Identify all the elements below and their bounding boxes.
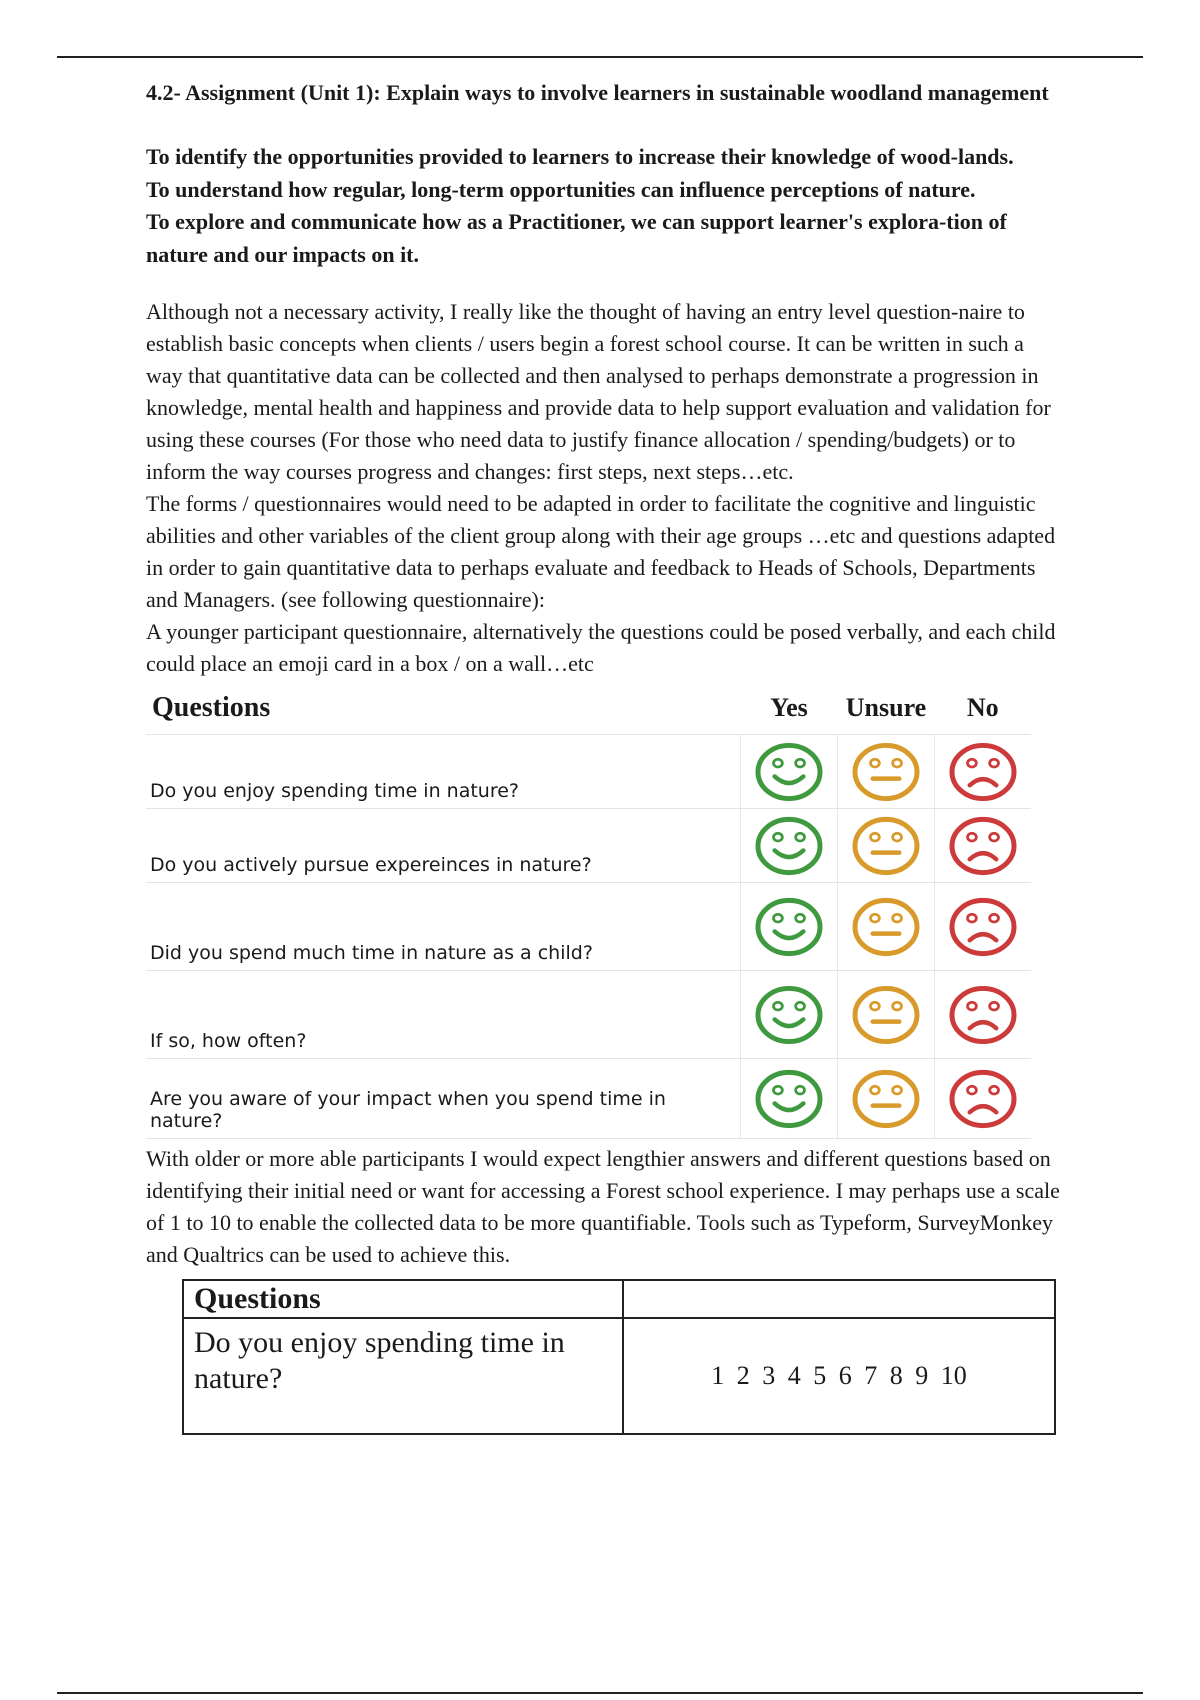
question-text: Do you actively pursue expereinces in nature? — [146, 809, 741, 883]
yes-face-cell[interactable] — [741, 809, 838, 883]
no-face-cell[interactable] — [935, 883, 1032, 971]
neutral-face-icon — [849, 741, 923, 803]
question-text: Are you aware of your impact when you spend time in nature? — [146, 1059, 741, 1139]
scale-empty-heading — [623, 1280, 1055, 1318]
emoji-questionnaire — [146, 682, 1031, 1139]
objective-1: To identify the opportunities provided to learners to increase their knowledge of wood-lands. — [146, 144, 1014, 169]
scale-question: Do you enjoy spending time in nature? — [183, 1318, 623, 1434]
happy-face-icon — [752, 1068, 826, 1130]
question-row — [146, 1059, 1031, 1139]
sad-face-icon — [946, 1068, 1020, 1130]
unsure-face-cell[interactable] — [838, 971, 935, 1059]
no-face-cell[interactable] — [935, 735, 1032, 809]
happy-face-icon — [752, 741, 826, 803]
happy-face-icon — [752, 984, 826, 1046]
paragraph-2: The forms / questionnaires would need to be adapted in order to facilitate the cognitive and linguistic abilities and other variables of the client group along with their age groups …etc and questions adapted in order to gain quantitative data to perhaps evaluate and feedback to Heads of Schools, Departments and Managers. (see following questionnaire): — [146, 491, 1056, 612]
question-text: Did you spend much time in nature as a child? — [146, 883, 741, 971]
yes-face-cell[interactable] — [741, 735, 838, 809]
unsure-face-cell[interactable] — [838, 1059, 935, 1139]
neutral-face-icon — [849, 984, 923, 1046]
unsure-face-cell[interactable] — [838, 809, 935, 883]
scale-questionnaire — [182, 1279, 1056, 1435]
closing-paragraph: With older or more able participants I would expect lengthier answers and different questions based on identifying their initial need or want for accessing a Forest school experience. I may perhaps use a scale of 1 to 10 to enable the collected data to be more quantifiable. Tools such as Typeform, SurveyMonkey and Qualtrics can be used to achieve this. — [146, 1146, 1060, 1267]
sad-face-icon — [946, 741, 1020, 803]
objective-2: To understand how regular, long-term opportunities can influence perceptions of nature. — [146, 176, 976, 202]
no-face-cell[interactable] — [935, 971, 1032, 1059]
unsure-face-cell[interactable] — [838, 735, 935, 809]
unsure-face-cell[interactable] — [838, 883, 935, 971]
yes-face-cell[interactable] — [741, 1059, 838, 1139]
question-row — [146, 735, 1031, 809]
document-body — [146, 78, 1061, 1435]
no-face-cell[interactable] — [935, 809, 1032, 883]
emoji-table-header — [146, 682, 1031, 735]
questions-heading: Questions — [146, 682, 741, 735]
question-row — [146, 971, 1031, 1059]
scale-table-header — [183, 1280, 1055, 1318]
unsure-heading: Unsure — [838, 682, 935, 735]
happy-face-icon — [752, 815, 826, 877]
assignment-title: 4.2- Assignment (Unit 1): Explain ways to involve learners in sustainable woodland management — [146, 80, 1049, 105]
bottom-rule — [57, 1692, 1143, 1694]
paragraph-1: Although not a necessary activity, I really like the thought of having an entry level question-naire to establish basic concepts when clients / users begin a forest school course. It can be written in such a way that quantitative data can be collected and then analysed to perhaps demonstrate a progression in knowledge, mental health and happiness and provide data to help support evaluation and validation for using these courses (For those who need data to justify finance allocation / spending/budgets) or to inform the way courses progress and changes: first steps, next steps…etc. — [146, 299, 1051, 484]
rating-scale: 1 2 3 4 5 6 7 8 9 10 — [623, 1318, 1055, 1434]
question-row — [146, 883, 1031, 971]
question-text: If so, how often? — [146, 971, 741, 1059]
happy-face-icon — [752, 896, 826, 958]
intro-text — [146, 296, 1061, 680]
neutral-face-icon — [849, 1068, 923, 1130]
scale-table-row — [183, 1318, 1055, 1434]
yes-face-cell[interactable] — [741, 971, 838, 1059]
neutral-face-icon — [849, 896, 923, 958]
yes-heading: Yes — [741, 682, 838, 735]
scale-questions-heading: Questions — [183, 1280, 623, 1318]
top-rule — [57, 56, 1143, 58]
sad-face-icon — [946, 815, 1020, 877]
objective-3: To explore and communicate how as a Practitioner, we can support learner's explora-tion of nature and our impacts on it. — [146, 209, 1007, 267]
question-text: Do you enjoy spending time in nature? — [146, 735, 741, 809]
question-row — [146, 809, 1031, 883]
sad-face-icon — [946, 896, 1020, 958]
sad-face-icon — [946, 984, 1020, 1046]
paragraph-3: A younger participant questionnaire, alternatively the questions could be posed verbally, and each child could place an emoji card in a box / on a wall…etc — [146, 619, 1056, 676]
no-face-cell[interactable] — [935, 1059, 1032, 1139]
objectives — [146, 141, 1061, 271]
yes-face-cell[interactable] — [741, 883, 838, 971]
no-heading: No — [935, 682, 1032, 735]
neutral-face-icon — [849, 815, 923, 877]
